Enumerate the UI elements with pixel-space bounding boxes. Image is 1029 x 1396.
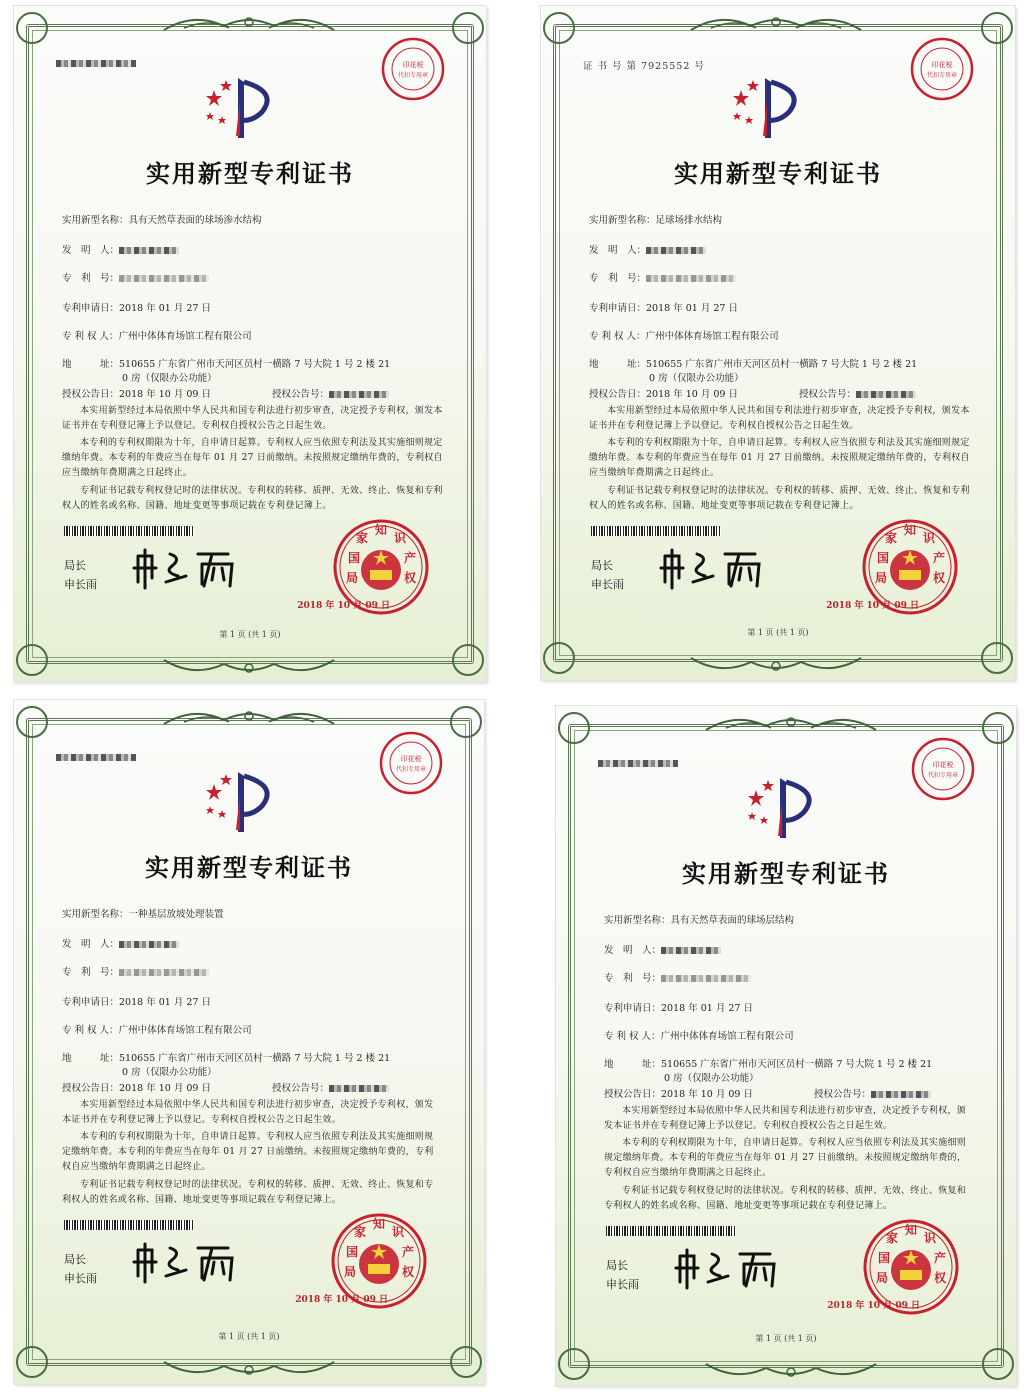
svg-text:国: 国 (878, 1251, 891, 1265)
certificate-paragraph-1: 本实用新型经过本局依照中华人民共和国专利法进行初步审查，决定授予专利权，颁发本证书并在专利登记簿上予以登记。专利权自授权公告之日起生效。 (62, 406, 443, 431)
director-title: 局长 (64, 1253, 86, 1266)
certificate-paragraph-3: 专利证书记载专利权登记时的法律状况。专利权的转移、质押、无效、终止、恢复和专利权人的姓名或名称、国籍、地址变更等事项记载在专利登记簿上。 (62, 1180, 434, 1205)
svg-text:局: 局 (344, 1265, 357, 1279)
svg-text:家: 家 (356, 531, 369, 545)
patent-number-row: 专 利 号： (589, 272, 736, 286)
svg-text:产: 产 (934, 1251, 947, 1265)
patent-number-row: 专 利 号： (62, 272, 209, 286)
certificate-title: 实用新型专利证书 (682, 859, 890, 888)
grant-number-row: 授权公告号： (272, 388, 389, 402)
redacted-inventor (119, 247, 179, 254)
grant-date: 授权公告日：2018 年 10 月 09 日 (604, 1089, 753, 1100)
director-block (606, 1256, 639, 1294)
certificate-title: 实用新型专利证书 (146, 159, 354, 188)
grant-number-row: 授权公告号： (799, 388, 916, 402)
svg-text:产: 产 (402, 1245, 415, 1259)
svg-text:权: 权 (933, 571, 946, 585)
certificate-paragraph-1: 本实用新型经过本局依照中华人民共和国专利法进行初步审查，决定授予专利权，颁发本证书并在专利登记簿上予以登记。专利权自授权公告之日起生效。 (589, 406, 970, 431)
address-row: 地 址：510655 广东省广州市天河区员村一横路 7 号大院 1 号 2 楼 21 (604, 1059, 933, 1070)
corner-ornament-br (452, 644, 484, 676)
certificate-number (598, 758, 678, 769)
director-block (64, 1250, 97, 1288)
certificate-number: 证 书 号 第 7925552 号 (583, 61, 705, 72)
certificate-paragraph-3: 专利证书记载专利权登记时的法律状况。专利权的转移、质押、无效、终止、恢复和专利权人的姓名或名称、国籍、地址变更等事项记载在专利登记簿上。 (62, 486, 443, 511)
utility-model-name: 实用新型名称：具有天然草表面的球场渗水结构 (62, 215, 262, 226)
grant-date: 授权公告日：2018 年 10 月 09 日 (62, 1083, 211, 1094)
svg-text:国: 国 (348, 551, 361, 565)
svg-text:识: 识 (924, 1231, 937, 1245)
cnipa-logo-icon (200, 766, 280, 836)
corner-ornament-bl (16, 644, 48, 676)
corner-ornament-tr (452, 12, 484, 44)
patent-holder: 专 利 权 人：广州中体体育场馆工程有限公司 (62, 331, 252, 342)
redacted-certificate-number (56, 60, 136, 67)
director-signature (132, 1240, 252, 1284)
certificate-paragraph-3: 专利证书记载专利权登记时的法律状况。专利权的转移、质押、无效、终止、恢复和专利权人的姓名或名称、国籍、地址变更等事项记载在专利登记簿上。 (604, 1186, 967, 1211)
director-title: 局长 (591, 559, 613, 572)
svg-text:局: 局 (346, 571, 359, 585)
redacted-inventor (661, 947, 721, 954)
director-name: 申长雨 (591, 578, 624, 591)
utility-model-name: 实用新型名称：足球场排水结构 (589, 215, 723, 226)
director-name: 申长雨 (606, 1278, 639, 1291)
patent-certificate (541, 6, 1015, 680)
filing-date: 专利申请日：2018 年 01 月 27 日 (589, 303, 738, 314)
seal-date: 2018 年 10 月 09 日 (826, 601, 919, 611)
redacted-patent-number (119, 275, 209, 282)
inventor-row: 发 明 人： (62, 244, 179, 258)
certificate-paragraph-2: 本专利的专利权期限为十年，自申请日起算。专利权人应当依照专利法及其实施细则规定缴纳年费。本专利的年费应当在每年 01 月 27 日前缴纳。未按照规定缴纳年费的，专利权自应当缴纳年费期满之日起终止。 (589, 438, 970, 478)
svg-text:产: 产 (404, 551, 417, 565)
grant-date: 授权公告日：2018 年 10 月 09 日 (589, 389, 738, 400)
redacted-inventor (646, 247, 706, 254)
filing-date: 专利申请日：2018 年 01 月 27 日 (604, 1003, 753, 1014)
corner-ornament-br (981, 642, 1013, 674)
filing-date: 专利申请日：2018 年 01 月 27 日 (62, 997, 211, 1008)
certificate-paragraph-1: 本实用新型经过本局依照中华人民共和国专利法进行初步审查，决定授予专利权，颁发本证书并在专利登记簿上予以登记。专利权自授权公告之日起生效。 (604, 1106, 967, 1131)
barcode (64, 526, 194, 536)
svg-text:局: 局 (876, 1271, 889, 1285)
director-signature (132, 546, 252, 590)
svg-text:产: 产 (933, 551, 946, 565)
svg-text:权: 权 (402, 1265, 415, 1279)
ornamental-bottom-border (541, 652, 1011, 678)
seal-date: 2018 年 10 月 09 日 (295, 1295, 388, 1305)
cnipa-logo-icon (727, 72, 807, 142)
svg-text:家: 家 (354, 1225, 367, 1239)
ornamental-top-border (556, 710, 1016, 736)
svg-text:印花税: 印花税 (932, 761, 954, 769)
patent-certificate (556, 706, 1016, 1386)
barcode (591, 526, 721, 536)
page-footer: 第 1 页 (共 1 页) (219, 630, 281, 639)
director-title: 局长 (64, 559, 86, 572)
copy-seal-stamp (380, 36, 446, 102)
grant-number-row: 授权公告号： (272, 1082, 389, 1096)
copy-seal-stamp (910, 736, 976, 802)
patent-holder: 专 利 权 人：广州中体体育场馆工程有限公司 (589, 331, 779, 342)
ornamental-bottom-border (14, 1356, 484, 1382)
copy-seal-stamp (378, 730, 444, 796)
ornamental-bottom-border (14, 654, 484, 680)
cnipa-logo-icon (742, 772, 822, 842)
svg-text:代扣专用章: 代扣专用章 (927, 772, 959, 779)
patent-certificate (14, 700, 484, 1384)
certificate-title: 实用新型专利证书 (145, 853, 353, 882)
svg-text:知: 知 (904, 523, 917, 537)
svg-text:国: 国 (877, 551, 890, 565)
redacted-patent-number (661, 975, 751, 982)
ornamental-top-border (541, 10, 1011, 36)
director-signature (674, 1246, 794, 1290)
svg-text:识: 识 (392, 1225, 405, 1239)
svg-text:印花税: 印花税 (400, 755, 422, 763)
address-row: 地 址：510655 广东省广州市天河区员村一横路 7 号大院 1 号 2 楼 21 (62, 1053, 391, 1064)
cnipa-logo-icon (200, 72, 280, 142)
svg-text:代扣专用章: 代扣专用章 (926, 72, 958, 79)
corner-ornament-br (450, 1346, 482, 1378)
director-name: 申长雨 (64, 578, 97, 591)
corner-ornament-br (982, 1348, 1014, 1380)
corner-ornament-tl (558, 712, 590, 744)
certificate-fields (604, 914, 976, 1114)
certificate-fields (62, 908, 444, 1108)
svg-text:家: 家 (885, 531, 898, 545)
svg-text:权: 权 (934, 1271, 947, 1285)
inventor-row: 发 明 人： (604, 944, 721, 958)
svg-text:代扣专用章: 代扣专用章 (395, 766, 427, 773)
director-signature (659, 546, 779, 590)
redacted-grant-number (329, 1085, 389, 1092)
certificate-fields (62, 214, 446, 414)
seal-date: 2018 年 10 月 09 日 (827, 1301, 920, 1311)
svg-text:知: 知 (905, 1223, 918, 1237)
svg-text:印花税: 印花税 (402, 61, 424, 69)
director-block (591, 556, 624, 594)
filing-date: 专利申请日：2018 年 01 月 27 日 (62, 303, 211, 314)
corner-ornament-bl (543, 642, 575, 674)
svg-text:代扣专用章: 代扣专用章 (397, 72, 429, 79)
certificate-fields (589, 214, 975, 414)
redacted-certificate-number (56, 754, 136, 761)
redacted-inventor (119, 941, 179, 948)
redacted-grant-number (871, 1091, 931, 1098)
ornamental-top-border (14, 10, 484, 36)
seal-date: 2018 年 10 月 09 日 (297, 601, 390, 611)
certificate-paragraph-2: 本专利的专利权期限为十年，自申请日起算。专利权人应当依照专利法及其实施细则规定缴纳年费。本专利的年费应当在每年 01 月 27 日前缴纳。未按照规定缴纳年费的，专利权自应当缴纳年费期满之日起终止。 (62, 438, 443, 478)
inventor-row: 发 明 人： (62, 938, 179, 952)
svg-text:国: 国 (346, 1245, 359, 1259)
certificate-paragraph-2: 本专利的专利权期限为十年，自申请日起算。专利权人应当依照专利法及其实施细则规定缴纳年费。本专利的年费应当在每年 01 月 27 日前缴纳。未按照规定缴纳年费的，专利权自应当缴纳年费期满之日起终止。 (604, 1138, 967, 1178)
corner-ornament-tr (981, 12, 1013, 44)
certificate-paragraph-1: 本实用新型经过本局依照中华人民共和国专利法进行初步审查，决定授予专利权，颁发本证书并在专利登记簿上予以登记。专利权自授权公告之日起生效。 (62, 1100, 434, 1125)
barcode (606, 1226, 736, 1236)
address-line-2: 0 房（仅限办公功能） (122, 1067, 217, 1078)
director-title: 局长 (606, 1259, 628, 1272)
utility-model-name: 实用新型名称：具有天然草表面的球场层结构 (604, 915, 795, 926)
ornamental-bottom-border (556, 1358, 1016, 1384)
address-line-2: 0 房（仅限办公功能） (664, 1073, 759, 1084)
svg-text:权: 权 (404, 571, 417, 585)
svg-text:知: 知 (375, 523, 388, 537)
corner-ornament-tl (16, 706, 48, 738)
copy-seal-stamp (909, 36, 975, 102)
director-name: 申长雨 (64, 1272, 97, 1285)
page-footer: 第 1 页 (共 1 页) (755, 1334, 817, 1343)
director-block (64, 556, 97, 594)
corner-ornament-bl (558, 1348, 590, 1380)
inventor-row: 发 明 人： (589, 244, 706, 258)
utility-model-name: 实用新型名称：一种基层放坡处理装置 (62, 909, 224, 920)
corner-ornament-tl (16, 12, 48, 44)
svg-text:知: 知 (373, 1217, 386, 1231)
certificate-title: 实用新型专利证书 (674, 159, 882, 188)
corner-ornament-tl (543, 12, 575, 44)
corner-ornament-bl (16, 1346, 48, 1378)
corner-ornament-tr (450, 706, 482, 738)
address-row: 地 址：510655 广东省广州市天河区员村一横路 7 号大院 1 号 2 楼 21 (589, 359, 918, 370)
ornamental-top-border (14, 704, 484, 730)
svg-text:局: 局 (875, 571, 888, 585)
address-row: 地 址：510655 广东省广州市天河区员村一横路 7 号大院 1 号 2 楼 21 (62, 359, 391, 370)
certificate-number (56, 58, 136, 69)
svg-text:识: 识 (923, 531, 936, 545)
patent-number-row: 专 利 号： (62, 966, 209, 980)
redacted-grant-number (329, 391, 389, 398)
address-line-2: 0 房（仅限办公功能） (122, 373, 217, 384)
redacted-grant-number (856, 391, 916, 398)
svg-text:家: 家 (886, 1231, 899, 1245)
redacted-patent-number (646, 275, 736, 282)
grant-number-row: 授权公告号： (814, 1088, 931, 1102)
grant-date: 授权公告日：2018 年 10 月 09 日 (62, 389, 211, 400)
patent-holder: 专 利 权 人：广州中体体育场馆工程有限公司 (604, 1031, 794, 1042)
patent-number-row: 专 利 号： (604, 972, 751, 986)
address-line-2: 0 房（仅限办公功能） (649, 373, 744, 384)
redacted-certificate-number (598, 760, 678, 767)
svg-text:识: 识 (394, 531, 407, 545)
barcode (64, 1220, 194, 1230)
svg-text:印花税: 印花税 (931, 61, 953, 69)
certificate-paragraph-2: 本专利的专利权期限为十年，自申请日起算。专利权人应当依照专利法及其实施细则规定缴纳年费。本专利的年费应当在每年 01 月 27 日前缴纳。未按照规定缴纳年费的，专利权自应当缴纳年费期满之日起终止。 (62, 1132, 434, 1172)
corner-ornament-tr (982, 712, 1014, 744)
page-footer: 第 1 页 (共 1 页) (747, 628, 809, 637)
page-footer: 第 1 页 (共 1 页) (218, 1332, 280, 1341)
certificate-paragraph-3: 专利证书记载专利权登记时的法律状况。专利权的转移、质押、无效、终止、恢复和专利权人的姓名或名称、国籍、地址变更等事项记载在专利登记簿上。 (589, 486, 970, 511)
patent-holder: 专 利 权 人：广州中体体育场馆工程有限公司 (62, 1025, 252, 1036)
redacted-patent-number (119, 969, 209, 976)
certificate-number (56, 752, 136, 763)
patent-certificate (14, 6, 486, 682)
